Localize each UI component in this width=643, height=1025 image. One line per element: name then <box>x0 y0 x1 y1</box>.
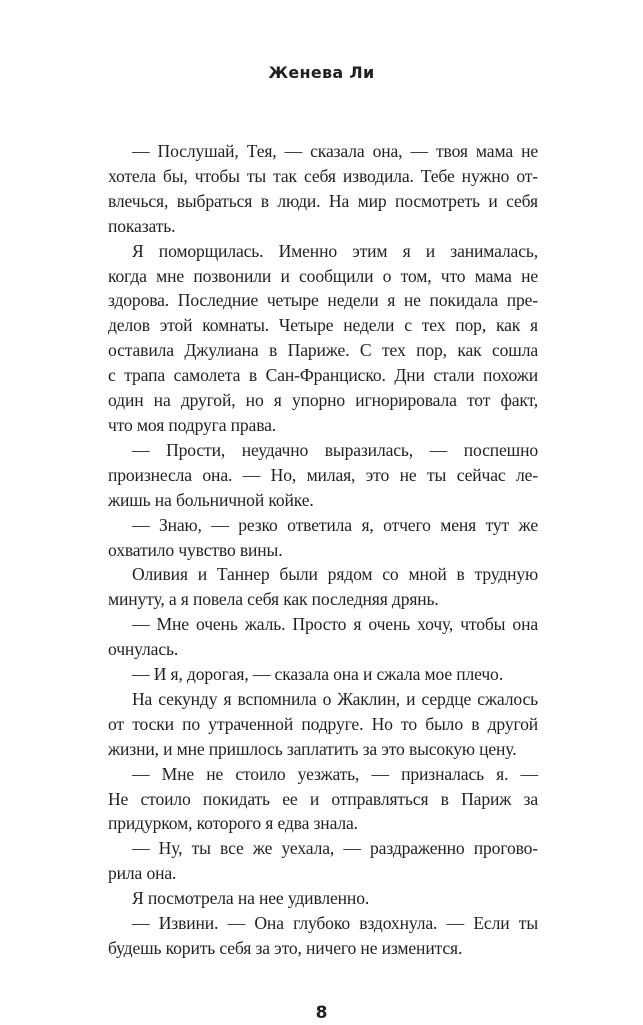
text-line: Я поморщилась. Именно этим я и занималась, <box>132 240 538 261</box>
running-header: Женева Ли <box>268 63 375 82</box>
text-line: влечься, выбраться в люди. На мир посмотреть и себя <box>108 190 538 211</box>
text-line: Не стоило покидать ее и отправляться в Париж за <box>108 788 538 809</box>
body-text <box>108 139 538 961</box>
text-line: оставила Джулиана в Париже. С тех пор, как сошла <box>108 340 538 361</box>
paragraph <box>108 612 538 662</box>
text-line: минуту, а я повела себя как последняя дрянь. <box>108 589 439 610</box>
text-line: придурком, которого я едва знала. <box>108 813 358 834</box>
text-line: жизни, и мне пришлось заплатить за это высокую цену. <box>108 738 517 759</box>
paragraph <box>108 139 538 239</box>
text-line: жишь на больничной койке. <box>108 489 314 510</box>
text-line: от тоски по утраченной подруге. Но то было в другой <box>108 713 538 734</box>
paragraph <box>108 762 538 837</box>
text-line: Оливия и Таннер были рядом со мной в трудную <box>132 564 538 585</box>
text-line: что моя подруга права. <box>108 414 277 435</box>
paragraph <box>108 687 538 762</box>
text-line: здорова. Последние четыре недели я не покидала пре- <box>108 290 538 311</box>
text-line: — И я, дорогая, — сказала она и сжала мое плечо. <box>132 664 503 685</box>
paragraph <box>108 239 538 438</box>
text-line: — Ну, ты все же уехала, — раздраженно прогово- <box>132 838 538 859</box>
paragraph <box>108 562 538 612</box>
text-line: очнулась. <box>108 639 179 660</box>
text-line: рила она. <box>108 863 177 884</box>
text-line: — Знаю, — резко ответила я, отчего меня тут же <box>132 514 538 535</box>
paragraph <box>108 836 538 886</box>
text-line: когда мне позвонили и сообщили о том, что мама не <box>108 265 538 286</box>
text-line: На секунду я вспомнила о Жаклин, и сердце сжалось <box>132 688 538 709</box>
page-number: 8 <box>315 1002 328 1023</box>
text-line: с трапа самолета в Сан-Франциско. Дни стали похожи <box>108 365 538 386</box>
paragraph <box>108 513 538 563</box>
paragraph <box>108 886 538 911</box>
text-line: — Мне очень жаль. Просто я очень хочу, чтобы она <box>132 614 538 635</box>
paragraph <box>108 438 538 513</box>
text-line: — Прости, неудачно выразилась, — поспешно <box>132 439 538 460</box>
text-line: — Послушай, Тея, — сказала она, — твоя мама не <box>132 141 538 161</box>
text-line: произнесла она. — Но, милая, это не ты сейчас ле- <box>108 464 538 485</box>
paragraph <box>108 662 538 687</box>
text-line: — Мне не стоило уезжать, — призналась я. — <box>132 763 538 784</box>
text-line: охватило чувство вины. <box>108 539 283 560</box>
text-line: — Извини. — Она глубоко вздохнула. — Если ты <box>132 913 538 934</box>
text-line: делов этой комнаты. Четыре недели с тех пор, как я <box>108 315 538 336</box>
text-line: показать. <box>108 215 176 236</box>
text-line: будешь корить себя за это, ничего не изменится. <box>108 938 463 958</box>
text-line: Я посмотрела на нее удивленно. <box>132 888 370 909</box>
paragraph <box>108 911 538 961</box>
text-line: один на другой, но я упорно игнорировала тот факт, <box>108 390 538 411</box>
text-line: хотела бы, чтобы ты так себя изводила. Тебе нужно от- <box>108 165 538 186</box>
